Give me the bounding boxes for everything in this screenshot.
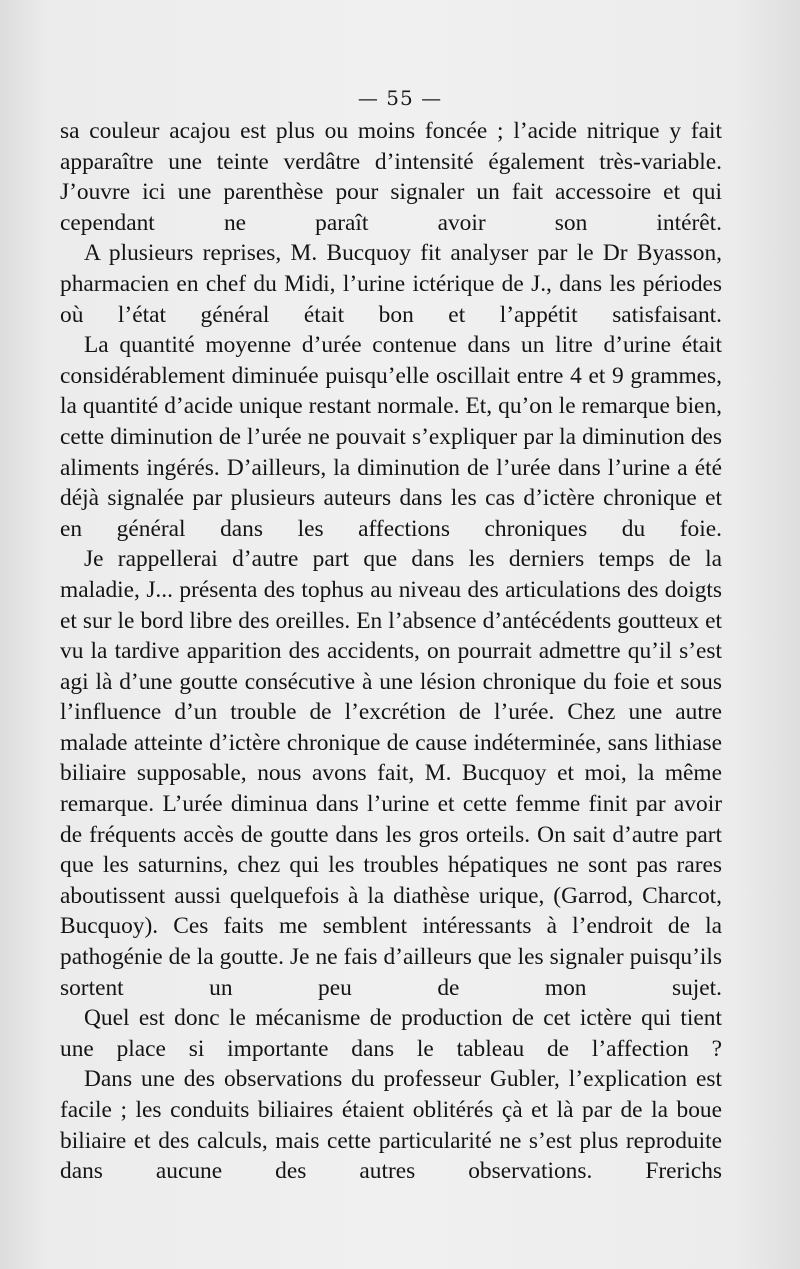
paragraph-4: Je rappellerai d’autre part que dans les derniers temps de la maladie, J... présenta des tophus au niveau des articulations des doigts et sur le bord libre des oreilles. En l’absence d’antécédents goutteux et vu la tardive apparition des accidents, on pourrait admettre qu’il s’est agi là d’une goutte consécutive à une lésion chronique du foie et sous l’influence d’un trouble de l’excrétion de l’urée. Chez une autre malade atteinte d’ictère chronique de cause indéterminée, sans lithiase biliaire supposable, nous avons fait, M. Bucquoy et moi, la même remarque. L’urée diminua dans l’urine et cette femme finit par avoir de fréquents accès de goutte dans les gros orteils. On sait d’autre part que les saturnins, chez qui les troubles hépatiques ne sont pas rares aboutissent aussi quelquefois à la diathèse urique, (Garrod, Charcot, Bucquoy). Ces faits me semblent intéressants à l’endroit de la pathogénie de la goutte. Je ne fais d’ailleurs que les signaler puisqu’ils sortent un peu de mon sujet.: [60, 546, 722, 1001]
paragraph-1: sa couleur acajou est plus ou moins foncée ; l’acide nitrique y fait apparaître une teinte verdâtre d’intensité également très-variable. J’ouvre ici une parenthèse pour signaler un fait accessoire et qui cependant ne paraît avoir son intérêt.: [60, 118, 722, 236]
paragraph-3: La quantité moyenne d’urée contenue dans un litre d’urine était considérablement diminuée puisqu’elle oscillait entre 4 et 9 grammes, la quantité d’acide unique restant normale. Et, qu’on le remarque bien, cette diminution de l’urée ne pouvait s’expliquer par la diminution des aliments ingérés. D’ailleurs, la diminution de l’urée dans l’urine a été déjà signalée par plusieurs auteurs dans les cas d’ictère chronique et en général dans les affections chroniques du foie.: [60, 332, 722, 542]
paragraph-5: Quel est donc le mécanisme de production de cet ictère qui tient une place si importante dans le tableau de l’affection ?: [60, 1005, 722, 1062]
page-number: — 55 —: [357, 86, 443, 110]
paragraph-2: A plusieurs reprises, M. Bucquoy fit analyser par le Dr Byasson, pharmacien en chef du Midi, l’urine ictérique de J., dans les périodes où l’état général était bon et l’appétit satisfaisant.: [60, 240, 722, 328]
paragraph-6: Dans une des observations du professeur Gubler, l’explication est facile ; les conduits biliaires étaient oblitérés çà et là par de la boue biliaire et des calculs, mais cette particularité ne s’est plus reproduite dans aucune des autres observations. Frerichs: [60, 1066, 722, 1185]
body-text: [60, 116, 722, 1187]
